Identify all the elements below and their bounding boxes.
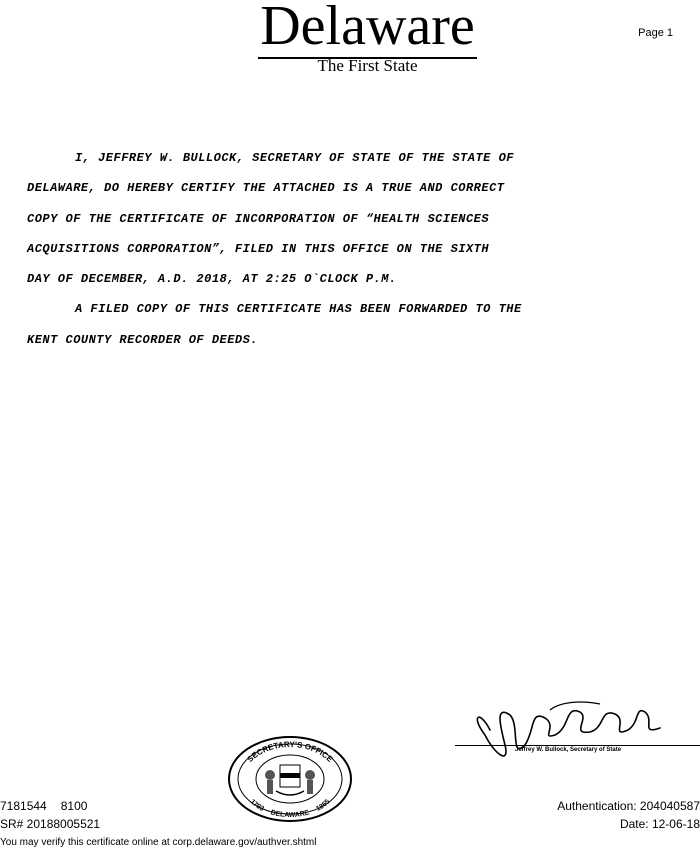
file-number-line [0,799,87,813]
authentication-number: Authentication: 204040587 [557,799,700,813]
certificate-line: COPY OF THE CERTIFICATE OF INCORPORATION OF “HEALTH SCIENCES [27,211,490,226]
certificate-date: Date: 12-06-18 [619,817,700,831]
signature [450,690,700,770]
state-name: Delaware [258,0,477,59]
signature-line [455,745,700,746]
signature-caption: Jeffrey W. Bullock, Secretary of State [515,747,622,753]
certificate-line: DELAWARE, DO HEREBY CERTIFY THE ATTACHED IS A TRUE AND CORRECT [27,181,505,196]
certificate-line: DAY OF DECEMBER, A.D. 2018, AT 2:25 O`CLOCK P.M. [27,272,397,287]
certificate-line: ACQUISITIONS CORPORATION”, FILED IN THIS OFFICE ON THE SIXTH [27,241,490,256]
file-number: 7181544 [0,799,47,813]
state-motto: The First State [317,56,418,75]
sr-number: SR# 20188005521 [0,817,101,831]
certificate-paragraph-1 [27,143,667,294]
svg-text:DELAWARE [270,809,311,819]
coat-of-arms-icon [265,765,315,795]
state-seal [226,735,354,823]
certificate-paragraph-2 [27,294,667,355]
seal-year-left: 1793 [248,798,265,813]
seal-top-text: SECRETARY'S OFFICE [245,739,335,764]
certificate-line: KENT COUNTY RECORDER OF DEEDS. [27,332,259,347]
certificate-line: A FILED COPY OF THIS CERTIFICATE HAS BEEN FORWARDED TO THE [75,302,522,317]
seal-year-right: 1865 [315,798,332,813]
certificate-body [27,143,667,355]
verify-notice: You may verify this certificate online at corp.delaware.gov/authver.shtml [0,837,317,848]
page-number: Page 1 [638,27,673,39]
file-code: 8100 [60,799,88,813]
certificate-line: I, JEFFREY W. BULLOCK, SECRETARY OF STATE OF THE STATE OF [75,151,514,165]
seal-bottom-text: DELAWARE [269,809,311,820]
state-title [0,0,700,56]
signature-scribble-icon [450,690,700,770]
